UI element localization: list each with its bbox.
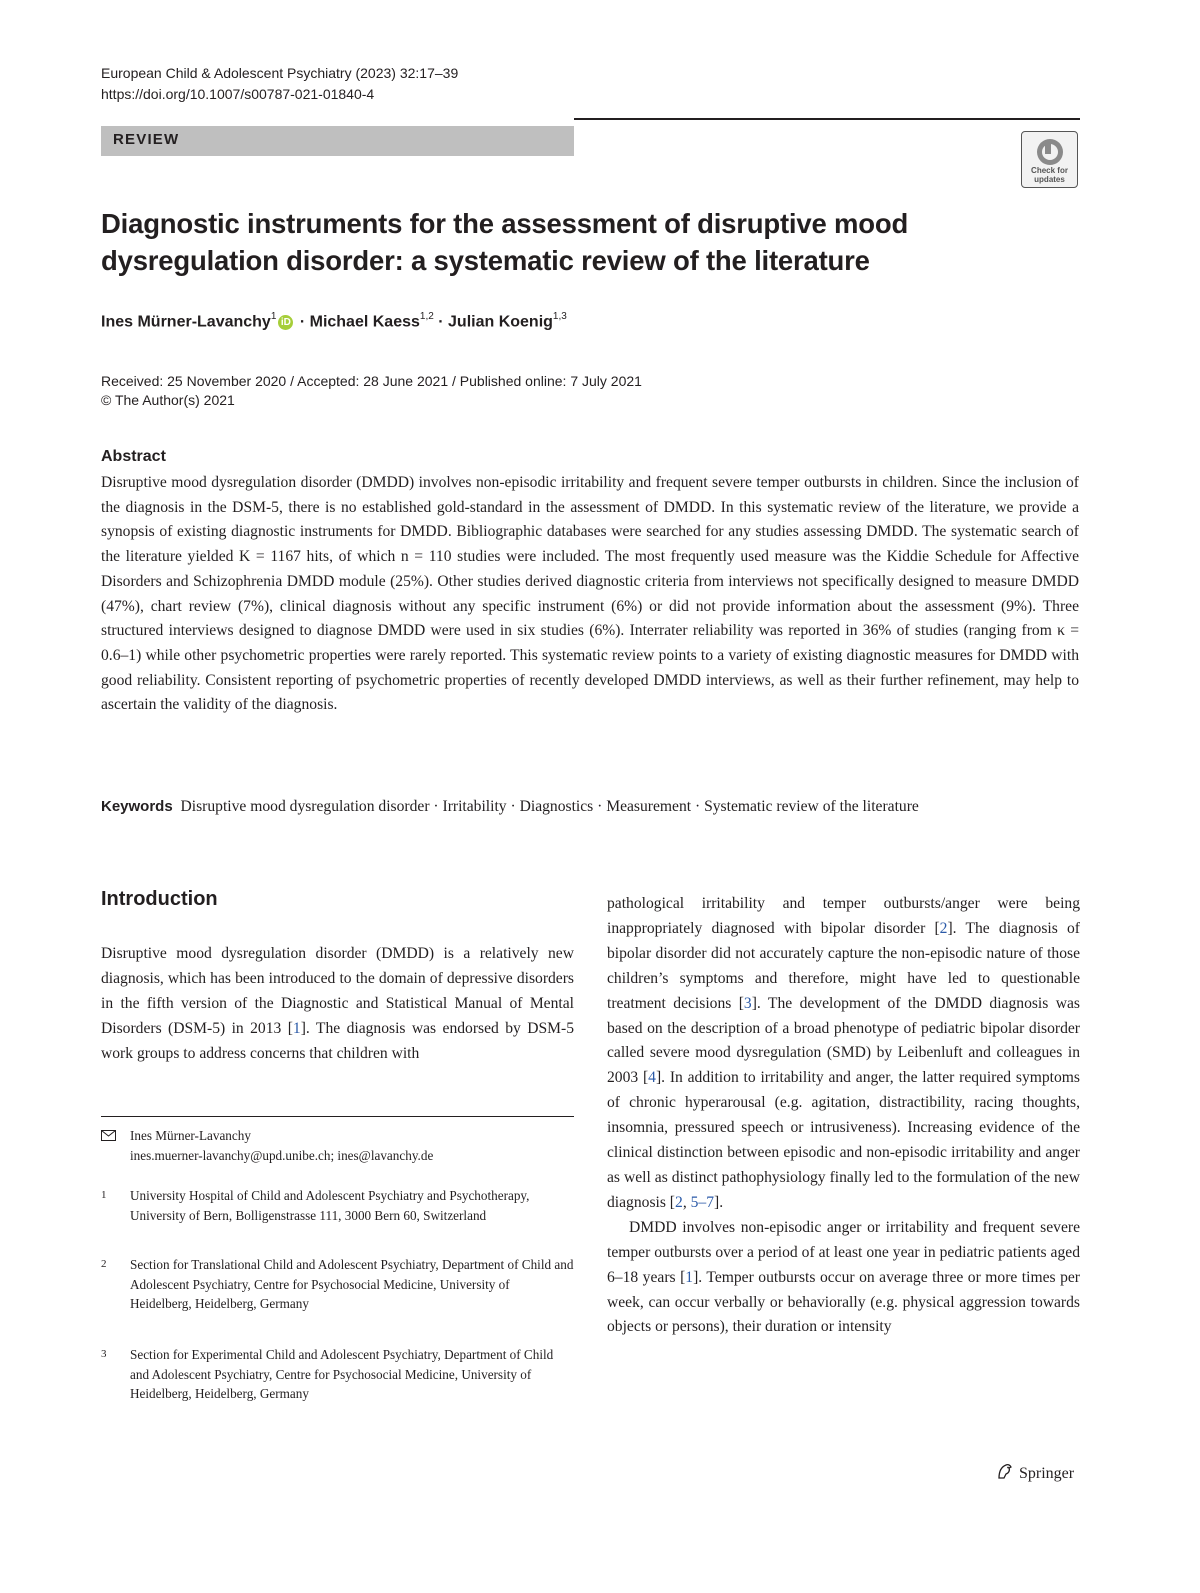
affiliation-footnote — [101, 1255, 574, 1314]
doi-link[interactable]: https://doi.org/10.1007/s00787-021-01840-4 — [101, 86, 375, 102]
introduction-heading: Introduction — [101, 888, 218, 910]
affiliation-mark: 1 — [101, 1189, 107, 1201]
contact-name: Ines Mürner-Lavanchy — [130, 1128, 251, 1143]
contact-email[interactable]: ines.muerner-lavanchy@upd.unibe.ch; ines@lavanchy.de — [130, 1147, 434, 1163]
author-name[interactable]: Michael Kaess — [309, 313, 420, 331]
abstract-heading: Abstract — [101, 448, 166, 465]
author-separator: · — [295, 313, 310, 331]
affiliation-mark: 3 — [101, 1348, 107, 1360]
keywords — [101, 795, 1079, 820]
affiliation-text: Section for Translational Child and Adolescent Psychiatry, Department of Child and Adolescent Psychiatry, Centre for Psychosocial Medicine, University of Heidelberg, Heidelberg, Germany — [130, 1257, 574, 1312]
affiliation-footnote — [101, 1345, 574, 1404]
right-column — [607, 892, 1080, 1340]
springer-horse-icon — [995, 1461, 1015, 1481]
citation-link[interactable]: 1 — [292, 1019, 301, 1037]
copyright: © The Author(s) 2021 — [101, 392, 235, 408]
author-affiliation: 1,2 — [419, 311, 434, 322]
top-rule — [574, 118, 1080, 120]
orcid-icon[interactable]: iD — [278, 315, 293, 330]
affiliation-text: Section for Experimental Child and Adolescent Psychiatry, Department of Child and Adolescent Psychiatry, Centre for Psychosocial Medicine, University of Heidelberg, Heidelberg, Germany — [130, 1347, 554, 1402]
abstract-text: Disruptive mood dysregulation disorder (DMDD) involves non-episodic irritability and frequent severe temper outbursts in children. Since the inclusion of the diagnosis in the DSM-5, there is no established gold-standard in the assessment of DMDD. In this systematic review of the literature, we provide a synopsis of existing diagnostic instruments for DMDD. Bibliographic databases were searched for any studies assessing DMDD. The systematic search of the literature yielded K = 1167 hits, of which n = 110 studies were included. The most frequently used measure was the Kiddie Schedule for Affective Disorders and Schizophrenia DMDD module (25%). Other studies derived diagnostic criteria from interviews not specifically designed to measure DMDD (47%), chart review (7%), clinical diagnosis without any specific instrument (6%) or did not provide information about the assessment (9%). Three structured interviews designed to diagnose DMDD were used in six studies (6%). Interrater reliability was reported in 36% of studies (ranging from κ = 0.6–1) while other psychometric properties were rarely reported. This systematic review points to a variety of existing diagnostic measures for DMDD with good reliability. Consistent reporting of psychometric properties of recently developed DMDD interviews, as well as their further refinement, may help to ascertain the validity of the diagnosis. — [101, 474, 1079, 714]
citation-link[interactable]: 4 — [648, 1069, 656, 1087]
author-list — [101, 312, 567, 331]
author-affiliation: 1 — [270, 311, 277, 322]
affiliation-footnote — [101, 1186, 574, 1225]
journal-citation: European Child & Adolescent Psychiatry (2023) 32:17–39 — [101, 65, 459, 81]
author-name[interactable]: Ines Mürner-Lavanchy — [101, 313, 271, 331]
publisher-name: Springer — [1019, 1465, 1075, 1482]
keywords-text: Disruptive mood dysregulation disorder · Irritability · Diagnostics · Measurement · Systematic review of the literature — [180, 798, 919, 815]
citation-link[interactable]: 2 — [939, 919, 948, 937]
author-separator: · — [433, 313, 449, 331]
springer-logo — [995, 1461, 1074, 1483]
author-affiliation: 1,3 — [552, 311, 567, 322]
left-column — [101, 942, 574, 1067]
publication-dates: Received: 25 November 2020 / Accepted: 28 June 2021 / Published online: 7 July 2021 — [101, 373, 642, 389]
section-label: REVIEW — [113, 131, 180, 148]
author-name[interactable]: Julian Koenig — [448, 313, 553, 331]
affiliation-mark: 2 — [101, 1258, 107, 1270]
citation-link[interactable]: 5–7 — [690, 1193, 714, 1211]
paragraph: DMDD involves non-episodic anger or irritability and frequent severe temper outbursts over a period of at least one year in pediatric patients aged 6–18 years [1]. Temper outbursts occur on average three or more times per week, can occur verbally or behaviorally (e.g. physical aggression towards objects or persons), their duration or intensity — [607, 1218, 1080, 1336]
corresponding-author — [101, 1126, 574, 1165]
check-for-updates-text: Check for updates — [1031, 166, 1068, 184]
envelope-icon — [101, 1130, 117, 1142]
citation-link[interactable]: 2 — [675, 1193, 683, 1211]
paragraph: Disruptive mood dysregulation disorder (DMDD) is a relatively new diagnosis, which has been introduced to the domain of depressive disorders in the fifth version of the Diagnostic and Statistical Manual of Mental Disorders (DSM-5) in 2013 [1]. The diagnosis was endorsed by DSM-5 work groups to address concerns that children with — [101, 945, 574, 1062]
citation-link[interactable]: 1 — [685, 1268, 694, 1286]
keywords-label: Keywords — [101, 798, 173, 815]
citation-link[interactable]: 3 — [743, 994, 752, 1012]
check-for-updates-badge[interactable] — [1021, 131, 1078, 188]
footnote-rule — [101, 1116, 574, 1117]
affiliation-text: University Hospital of Child and Adolescent Psychiatry and Psychotherapy, University of Bern, Bolligenstrasse 111, 3000 Bern 60, Switzerland — [130, 1188, 530, 1223]
paragraph: pathological irritability and temper outbursts/anger were being inappropriately diagnosed with bipolar disorder [2]. The diagnosis of bipolar disorder did not accurately capture the non-episodic nature of those children’s symptoms and therefore, might have led to questionable treatment decisions [3]. The development of the DMDD diagnosis was based on the description of a broad phenotype of pediatric bipolar disorder called severe mood dysregulation (SMD) by Leibenluft and colleagues in 2003 [4]. In addition to irritability and anger, the latter required symptoms of chronic hyperarousal (e.g. agitation, distractibility, racing thoughts, insomnia, pressured speech or intrusiveness). Increasing evidence of the clinical distinction between episodic and non-episodic irritability and anger as well as distinct pathophysiology finally led to the formulation of the new diagnosis [2, 5–7]. — [607, 895, 1080, 1211]
article-title: Diagnostic instruments for the assessment of disruptive mood dysregulation disorder: a systematic review of the literature — [101, 208, 909, 276]
